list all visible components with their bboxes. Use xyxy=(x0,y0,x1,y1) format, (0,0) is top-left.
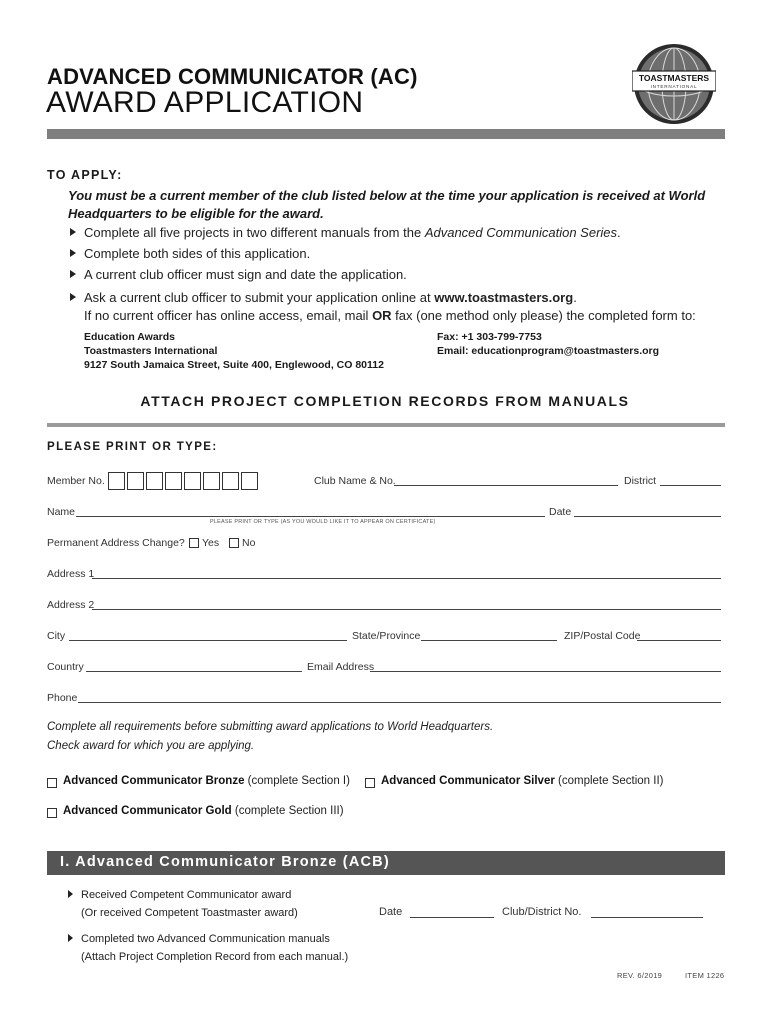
bronze-checkbox[interactable] xyxy=(47,778,57,788)
item-number: ITEM 1226 xyxy=(685,971,725,980)
member-digit-box[interactable] xyxy=(146,472,163,490)
district-field[interactable] xyxy=(660,485,721,486)
city-label: City xyxy=(47,630,66,642)
city-field[interactable] xyxy=(69,640,347,641)
logo-subtext: INTERNATIONAL xyxy=(650,84,698,89)
apply-heading: TO APPLY: xyxy=(47,168,123,182)
toastmasters-logo xyxy=(632,42,716,126)
zip-label: ZIP/Postal Code xyxy=(564,630,641,642)
club-name-label: Club Name & No. xyxy=(314,475,396,487)
address2-field[interactable] xyxy=(92,609,721,610)
yes-label: Yes xyxy=(202,537,220,549)
address1-field[interactable] xyxy=(92,578,721,579)
member-digit-box[interactable] xyxy=(127,472,144,490)
address1-label: Address 1 xyxy=(47,568,95,580)
bullet-arrow-icon xyxy=(68,890,73,898)
date-field[interactable] xyxy=(574,516,721,517)
member-digit-box[interactable] xyxy=(241,472,258,490)
contact-info xyxy=(437,330,659,358)
requirement-ac-manuals: Completed two Advanced Communication manuals (Attach Project Completion Record from each manual.) xyxy=(68,930,348,966)
email-label: Email Address xyxy=(307,661,375,673)
club-district-field[interactable] xyxy=(591,917,703,918)
header-divider xyxy=(47,129,725,139)
date-label: Date xyxy=(549,506,572,518)
section1-date-label: Date xyxy=(379,906,403,918)
fax-number: Fax: +1 303-799-7753 xyxy=(437,331,542,343)
section1-title: I. Advanced Communicator Bronze (ACB) xyxy=(60,854,390,870)
bronze-option: Advanced Communicator Bronze (complete Section I) xyxy=(63,775,350,787)
silver-option: Advanced Communicator Silver (complete Section II) xyxy=(381,775,664,787)
gold-option: Advanced Communicator Gold (complete Section III) xyxy=(63,805,344,817)
country-field[interactable] xyxy=(86,671,302,672)
address-change-label: Permanent Address Change? xyxy=(47,537,185,549)
yes-checkbox[interactable] xyxy=(189,538,199,548)
no-label: No xyxy=(242,537,256,549)
print-heading: PLEASE PRINT OR TYPE: xyxy=(47,441,218,453)
requirement-cc-award: Received Competent Communicator award (Or received Competent Toastmaster award) xyxy=(68,886,298,922)
name-hint: PLEASE PRINT OR TYPE (AS YOU WOULD LIKE IT TO APPEAR ON CERTIFICATE) xyxy=(210,519,436,525)
check-award-note: Check award for which you are applying. xyxy=(47,740,255,752)
bullet-officer-sign: A current club officer must sign and date the application. xyxy=(70,266,407,284)
bullet-submit-online: Ask a current club officer to submit your application online at www.toastmasters.org. xyxy=(70,289,577,307)
member-digit-box[interactable] xyxy=(203,472,220,490)
phone-field[interactable] xyxy=(78,702,721,703)
logo-text: TOASTMASTERS xyxy=(638,73,710,83)
section-divider xyxy=(47,423,725,427)
zip-field[interactable] xyxy=(637,640,721,641)
member-no-label: Member No. xyxy=(47,475,105,487)
state-label: State/Province xyxy=(352,630,421,642)
email-contact[interactable]: Email: educationprogram@toastmasters.org xyxy=(437,345,660,357)
mailing-address: Education Awards Toastmasters International 9127 South Jamaica Street, Suite 400, Englewood, CO 80112 xyxy=(84,331,384,371)
member-digit-box[interactable] xyxy=(165,472,182,490)
club-district-label: Club/District No. xyxy=(502,906,582,918)
attach-heading: ATTACH PROJECT COMPLETION RECORDS FROM MANUALS xyxy=(140,393,630,409)
gold-checkbox[interactable] xyxy=(47,808,57,818)
form-title: ADVANCED COMMUNICATOR (AC) xyxy=(47,64,418,89)
name-label: Name xyxy=(47,506,76,518)
bullet-complete-projects: Complete all five projects in two different manuals from the Advanced Communication Series. xyxy=(70,224,621,242)
state-field[interactable] xyxy=(421,640,557,641)
bullet-arrow-icon xyxy=(70,249,76,257)
address2-label: Address 2 xyxy=(47,599,95,611)
member-digit-box[interactable] xyxy=(108,472,125,490)
toastmasters-link[interactable]: www.toastmasters.org xyxy=(434,290,574,305)
phone-label: Phone xyxy=(47,692,78,704)
bullet-arrow-icon xyxy=(70,228,76,236)
revision-label: REV. 6/2019 xyxy=(617,971,663,980)
form-subtitle: AWARD APPLICATION xyxy=(46,86,364,119)
member-digit-box[interactable] xyxy=(184,472,201,490)
name-field[interactable] xyxy=(76,516,545,517)
bullet-complete-sides: Complete both sides of this application. xyxy=(70,245,310,263)
silver-checkbox[interactable] xyxy=(365,778,375,788)
district-label: District xyxy=(624,475,657,487)
member-digit-box[interactable] xyxy=(222,472,239,490)
submit-methods-note: If no current officer has online access, email, mail OR fax (one method only please) the completed form to: xyxy=(84,308,696,323)
member-no-boxes[interactable] xyxy=(108,472,258,490)
club-name-field[interactable] xyxy=(394,485,618,486)
apply-intro: You must be a current member of the club listed below at the time your application is received at World Headquarters to be eligible for the award. xyxy=(68,188,706,221)
requirements-note: Complete all requirements before submitting award applications to World Headquarters. xyxy=(47,721,494,733)
no-checkbox[interactable] xyxy=(229,538,239,548)
bullet-arrow-icon xyxy=(68,934,73,942)
bullet-arrow-icon xyxy=(70,270,76,278)
section1-date-field[interactable] xyxy=(410,917,494,918)
bullet-arrow-icon xyxy=(70,293,76,301)
country-label: Country xyxy=(47,661,84,673)
email-field[interactable] xyxy=(370,671,721,672)
